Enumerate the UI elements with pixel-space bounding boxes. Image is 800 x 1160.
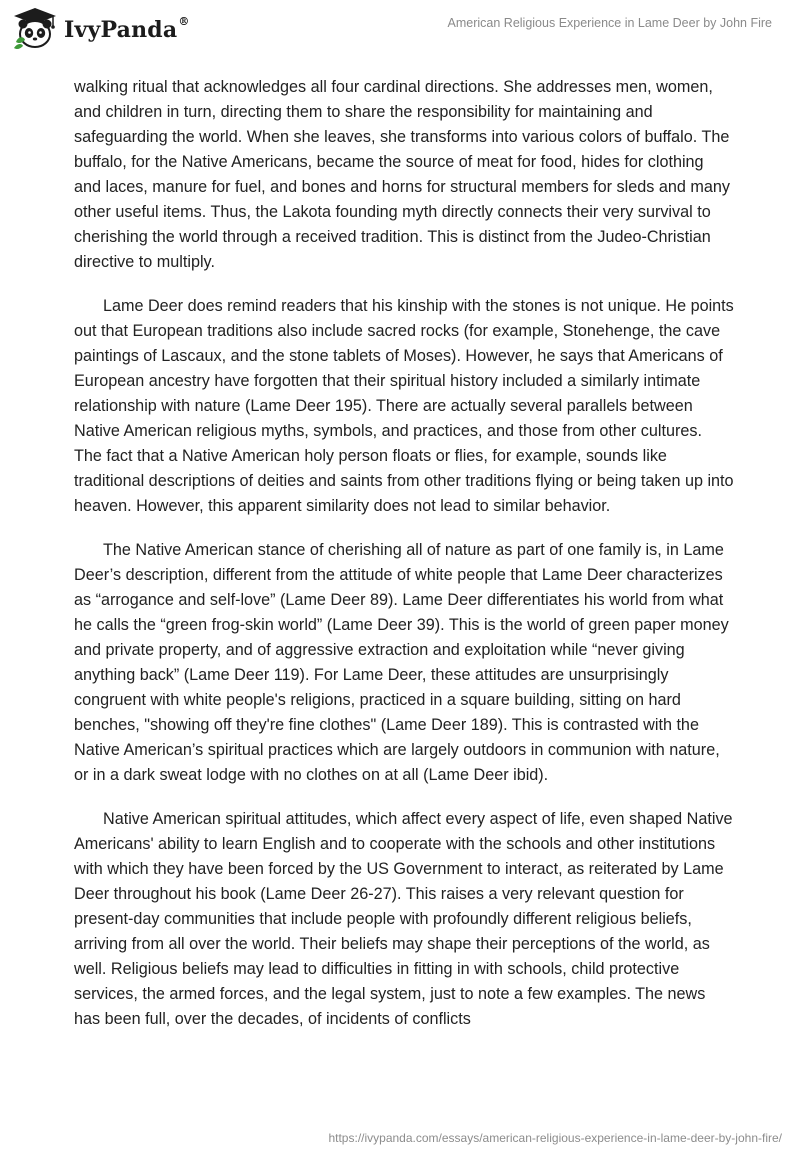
brand-name: IvyPanda® bbox=[64, 14, 190, 43]
footer-url[interactable]: https://ivypanda.com/essays/american-religious-experience-in-lame-deer-by-john-fire/ bbox=[328, 1131, 782, 1145]
panda-graduate-icon bbox=[12, 6, 58, 50]
paragraph: The Native American stance of cherishing all of nature as part of one family is, in Lame Deer’s description, different from the attitude of white people that Lame Deer characterizes as “arrogance and self-love” (Lame Deer 89). Lame Deer differentiates his world from what he calls the “green frog-skin world” (Lame Deer 39). This is the world of green paper money and private property, and of aggressive extraction and exploitation while “never giving anything back” (Lame Deer 119). For Lame Deer, these attitudes are unsurprisingly congruent with white people's religions, practiced in a square building, sitting on hard benches, "showing off they're fine clothes" (Lame Deer 189). This is contrasted with the Native American’s spiritual practices which are largely outdoors in communion with nature, or in a dark sweat lodge with no clothes on at all (Lame Deer ibid). bbox=[74, 541, 729, 784]
paragraph: Native American spiritual attitudes, which affect every aspect of life, even shaped Native Americans' ability to learn English and to cooperate with the schools and other institutions with which they have been forced by the US Government to interact, as reiterated by Lame Deer throughout his book (Lame Deer 26-27). This raises a very relevant question for present-day communities that include people with profoundly different religious beliefs, arriving from all over the world. Their beliefs may shape their perceptions of the world, as well. Religious beliefs may lead to difficulties in fitting in with schools, child protective services, the armed forces, and the legal system, just to note a few examples. The news has been full, over the decades, of incidents of conflicts bbox=[74, 810, 733, 1028]
essay-body bbox=[74, 75, 734, 1051]
page-header bbox=[0, 0, 800, 64]
paragraph: Lame Deer does remind readers that his kinship with the stones is not unique. He points out that European traditions also include sacred rocks (for example, Stonehenge, the cave paintings of Lascaux, and the stone tablets of Moses). However, he says that Americans of European ancestry have forgotten that their spiritual history included a similarly intimate relationship with nature (Lame Deer 195). There are actually several parallels between Native American religious myths, symbols, and practices, and those from other cultures. The fact that a Native American holy person floats or flies, for example, sounds like traditional descriptions of deities and saints from other traditions flying or being taken up into heaven. However, this apparent similarity does not lead to similar behavior. bbox=[74, 297, 734, 515]
paragraph: walking ritual that acknowledges all four cardinal directions. She addresses men, women, and children in turn, directing them to share the responsibility for maintaining and safeguarding the world. When she leaves, she transforms into various colors of buffalo. The buffalo, for the Native Americans, became the source of meat for food, hides for clothing and laces, manure for fuel, and bones and horns for structural members for sleds and many other useful items. Thus, the Lakota founding myth directly connects their very survival to cherishing the world through a received tradition. This is distinct from the Judeo-Christian directive to multiply. bbox=[74, 78, 730, 271]
document-title: American Religious Experience in Lame Deer by John Fire bbox=[447, 16, 772, 30]
ivypanda-logo[interactable] bbox=[12, 6, 190, 50]
